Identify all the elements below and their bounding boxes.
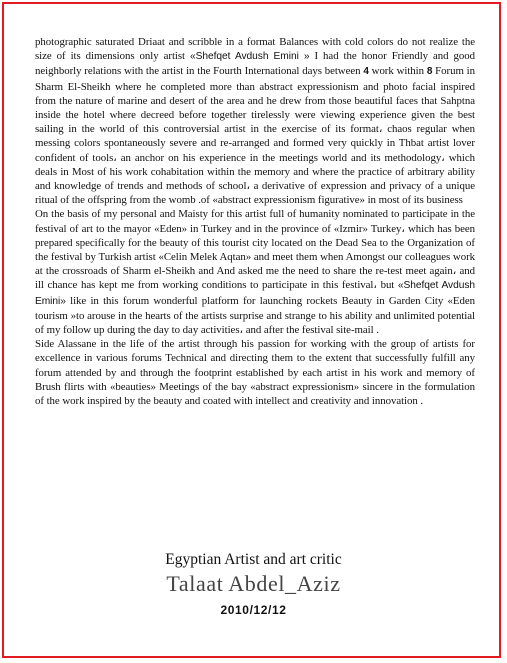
paragraph-2-text-a: On the basis of my personal and Maisty for this artist full of humanity nominated to participate in the festival of art to the mayor «Eden» in Turkey and in the province of «Izmir» Turkey، which has been prepared specifically for the beauty of this tourist city located on the Dead Sea to the Organization of the festival by Turkish artist «Celin Melek Aqtan» and meet them when Amongst our colleagues work at the crossroads of Sharm el-Sheikh and And asked me the need to share the re-test meet again، and ill chance has kept me from working conditions to participate in this festival، but [35, 208, 475, 292]
paragraph-2-text-b: like in this forum wonderful platform for launching rockets Beauty in Garden City «Eden tourism »to arouse in the hearts of the artists surprise and strange to his ability and unlimited potential of my follow up during the day to day activities، and after the festival site-mail . [35, 294, 475, 337]
paragraph-1-text-d: Forum in Sharm El-Sheikh where he completed more than abstract expressionism and photo facial inspired from the nature of marine and desert of the area and he drew from those beautiful faces that Sahptna inside the hotel where decreed before together tirelessly were viewing experience given the best sailing in the world of this controversial artist in the exercise of its format، chaos regular when messing colors spontaneously severe and re-arranged and formed very quickly in Thbat artist lover confident of tools، an anchor on his experience in the meetings world and its methodology، which deals in Most of his work cohabitation within the memory and where the practice of arbitrary ability and knowledge of trends and methods of school، a derivative of expression and privacy of a unique ritual of the offspring from the womb .of «abstract expressionism figurative» in most of its business [35, 65, 476, 207]
signature-date: 2010/12/12 [220, 603, 287, 617]
paragraph-3-text: Side Alassane in the life of the artist through his passion for working with the group of artists for excellence in various forums Technical and directing them to the extent that successfully fulfill any forum attended by and through the footprint established by each artist in his work and memory of Brush flirts with «beauties» Meetings of the bay «abstract expressionism» sincere in the formulation of the work inspired by the beauty and coated with intellect and creativity and innovation . [35, 338, 475, 408]
paragraph-1-text-c: work within [368, 65, 427, 78]
artist-name-2: «Shefqet Avdush Emini» [35, 280, 475, 307]
number-8: 8 [426, 66, 433, 78]
signature-name: Talaat Abdel_Aziz [166, 571, 341, 596]
artist-name-1: «Shefqet Avdush Emini » [190, 51, 310, 63]
paragraph-1-text-a: photographic saturated Driaat and scribble in a format Balances with cold colors do not realize the size of its dimensions only artist [35, 36, 475, 63]
signature-subtitle: Egyptian Artist and art critic [165, 551, 342, 568]
paragraph-2 [35, 207, 475, 337]
article-body [35, 35, 475, 408]
paragraph-1 [35, 35, 475, 207]
paragraph-3 [35, 337, 475, 408]
paragraph-1-text-b: I had the honor Friendly and good neighborly relations with the artist in the Fourth International days between [35, 50, 476, 78]
number-4: 4 [363, 66, 369, 78]
